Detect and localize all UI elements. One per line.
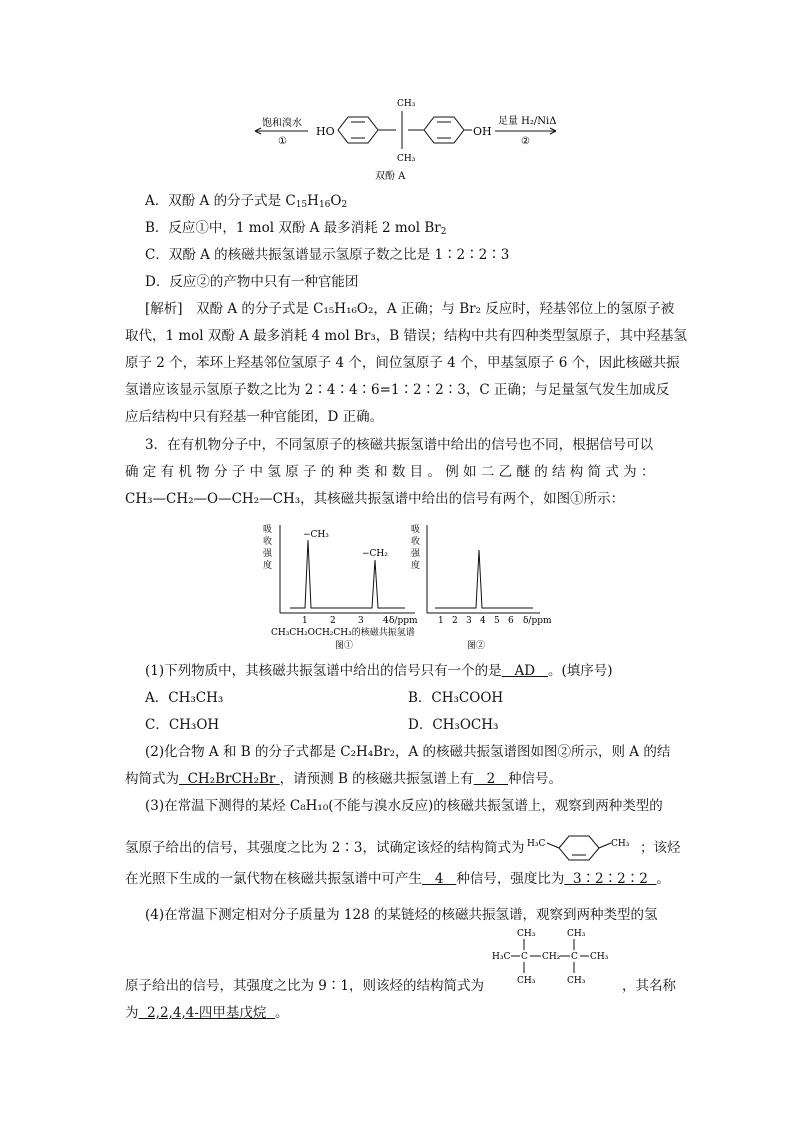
s4-h3c: H₃C	[492, 952, 511, 962]
sub2-tail: 种信号。	[508, 771, 563, 787]
nmr1-ylabel-3: 强	[263, 549, 273, 559]
analysis-line-3: 原子 2 个，苯环上羟基邻位氢原子 4 个，间位氢原子 4 个，甲基氢原子 6 个，因此核磁共振	[125, 355, 680, 371]
sub2-pre: 构简式为	[125, 771, 179, 787]
nmr1-subtitle: CH₃CH₂OCH₂CH₃的核磁共振氢谱	[271, 628, 415, 638]
s4-ch3-top-1: CH₃	[517, 929, 536, 939]
sub3-line-2: 氢原子给出的信号，其强度之比为 2∶3，试确定该烃的结构简式为	[125, 840, 525, 856]
sub4-line-2-tail: ，其名称	[622, 978, 676, 994]
sub3-line-2-tail: ；该烃	[640, 840, 681, 856]
sub3-line-3	[125, 869, 670, 889]
sub3-answer-2: 3∶2∶2∶2	[572, 871, 648, 887]
analysis-line-1: [解析] 双酚 A 的分子式是 C₁₅H₁₆O₂，A 正确；与 Br₂ 反应时，羟基邻位上的氢原子被	[145, 301, 675, 317]
nmr2-tick-5: 5	[494, 616, 500, 626]
left-num: ①	[278, 136, 287, 147]
sub1-question	[145, 661, 613, 681]
nmr2-tick-3: 3	[466, 616, 472, 626]
sub2-line-1: (2)化合物 A 和 B 的分子式都是 C₂H₄Br₂，A 的核磁共振氢谱图如图②所示，则 A 的结	[145, 744, 671, 760]
nmr1-caption: 图①	[335, 641, 354, 651]
nmr2-ylabel-1: 吸	[411, 525, 421, 535]
nmr2-tick-1: 1	[438, 616, 444, 626]
nmr1-peak-ch2: −CH₂	[362, 549, 388, 559]
ch3-top: CH₃	[397, 99, 416, 109]
sub4-line-2: 原子给出的信号，其强度之比为 9∶1，则该烃的结构简式为	[125, 978, 484, 994]
s4-ch3-top-2: CH₃	[567, 929, 586, 939]
option-a: A．双酚 A 的分子式是 $C_{15}H_{16}O_2$	[145, 193, 348, 210]
sub4-pre: 为	[125, 1005, 139, 1021]
nmr-spectrum-2	[405, 520, 570, 655]
nmr1-tick-4: 4	[383, 616, 389, 626]
nmr2-caption: 图②	[467, 641, 486, 651]
sub2-line-2	[125, 769, 562, 789]
oh-right: OH	[473, 125, 492, 138]
sub2-mid: ，请预测 B 的核磁共振氢谱上有	[279, 771, 474, 787]
nmr2-ylabel-2: 收	[411, 537, 421, 547]
q3-line-1: 3．在有机物分子中，不同氢原子的核磁共振氢谱中给出的信号也不同，根据信号可以	[145, 437, 654, 453]
right-num: ②	[521, 136, 530, 147]
s4-ch3-bottom-1: CH₃	[517, 976, 536, 986]
sub1-answer: AD	[514, 663, 536, 679]
sub4-line-3	[125, 1003, 288, 1023]
sub1-option-b: B．CH₃COOH	[408, 690, 504, 706]
nmr1-ylabel-2: 收	[263, 537, 273, 547]
s4-c2: C	[571, 952, 578, 962]
p-xylene-structure	[527, 826, 639, 866]
nmr2-tick-4: 4	[480, 616, 486, 626]
sub1-tail: 。(填序号)	[547, 663, 613, 679]
sub2-answer-2: 2	[486, 771, 496, 787]
nmr2-tick-2: 2	[452, 616, 458, 626]
sub4-answer: 2,2,4,4-四甲基戊烷	[147, 1005, 267, 1021]
sub1-option-c: C．CH₃OH	[145, 717, 220, 733]
nmr1-tick-1: 1	[302, 616, 308, 626]
q3-line-3: CH₃—CH₂—O—CH₂—CH₃，其核磁共振氢谱中给出的信号有两个，如图①所示：	[125, 491, 625, 507]
option-c: C．双酚 A 的核磁共振氢谱显示氢原子数之比是 1∶2∶2∶3	[145, 247, 510, 263]
sub4-line-1: (4)在常温下测定相对分子质量为 128 的某链烃的核磁共振氢谱，观察到两种类型的氢	[145, 907, 658, 923]
sub3-line-1: (3)在常温下测得的某烃 C₈H₁₀(不能与溴水反应)的核磁共振氢谱上，观察到两种类型的	[145, 798, 663, 814]
sub3-pre: 在光照下生成的一氯代物在核磁共振氢谱中可产生	[125, 871, 422, 887]
nmr1-ylabel-1: 吸	[263, 525, 273, 535]
nmr2-ylabel-4: 度	[411, 561, 421, 571]
sub3-answer-1: 4	[434, 871, 444, 887]
p-xylene-ch3: CH₃	[611, 839, 630, 849]
left-reagent: 饱和溴水	[262, 118, 302, 129]
nmr1-xunit: δ/ppm	[389, 616, 418, 626]
analysis-line-5: 应后结构中只有羟基一种官能团，D 正确。	[125, 409, 384, 425]
analysis-line-4: 氢谱应该显示氢原子数之比为 2∶4∶4∶6=1∶2∶2∶3，C 正确；与足量氢气发生加成反	[125, 382, 670, 398]
right-reagent: 足量 H₂/NiΔ	[498, 116, 557, 127]
nmr2-tick-6: 6	[508, 616, 514, 626]
tetramethylpentane-structure	[490, 922, 620, 992]
sub3-mid: 种信号，强度比为	[456, 871, 565, 887]
analysis-line-2: 取代，1 mol 双酚 A 最多消耗 4 mol Br₃，B 错误；结构中共有四种类型氢原子，其中羟基氢	[125, 328, 687, 344]
sub1-question-text: (1)下列物质中，其核磁共振氢谱中给出的信号只有一个的是	[145, 663, 502, 679]
nmr1-peak-ch3: −CH₃	[303, 530, 329, 540]
nmr2-ylabel-3: 强	[411, 549, 421, 559]
ho-left: HO	[316, 125, 335, 138]
nmr1-tick-2: 2	[330, 616, 336, 626]
ch3-bottom: CH₃	[397, 154, 416, 164]
nmr1-tick-3: 3	[358, 616, 364, 626]
s4-ch3-bottom-2: CH₃	[567, 976, 586, 986]
nmr1-ylabel-4: 度	[263, 561, 273, 571]
option-b: B．反应①中，1 mol 双酚 A 最多消耗 2 mol $Br_2$	[145, 220, 447, 237]
sub3-tail: 。	[656, 871, 670, 887]
bisphenol-a-scheme	[240, 95, 560, 185]
option-d: D．反应②的产物中只有一种官能团	[145, 274, 359, 290]
scheme-caption: 双酚 A	[375, 171, 406, 182]
sub4-tail: 。	[274, 1005, 289, 1021]
s4-ch3-right: CH₃	[590, 952, 609, 962]
q3-line-2: 确 定 有 机 物 分 子 中 氢 原 子 的 种 类 和 数 目 。 例 如 二 乙 醚 的 结 构 简 式 为 ：	[125, 464, 655, 480]
sub1-option-a: A．CH₃CH₃	[145, 690, 224, 706]
nmr2-xunit: δ/ppm	[523, 616, 552, 626]
s4-ch2: CH₂	[542, 952, 561, 962]
s4-c1: C	[521, 952, 528, 962]
sub1-option-d: D．CH₃OCH₃	[408, 717, 499, 733]
sub2-answer-1: CH₂BrCH₂Br	[187, 771, 276, 787]
p-xylene-h3c: H₃C	[527, 839, 546, 849]
